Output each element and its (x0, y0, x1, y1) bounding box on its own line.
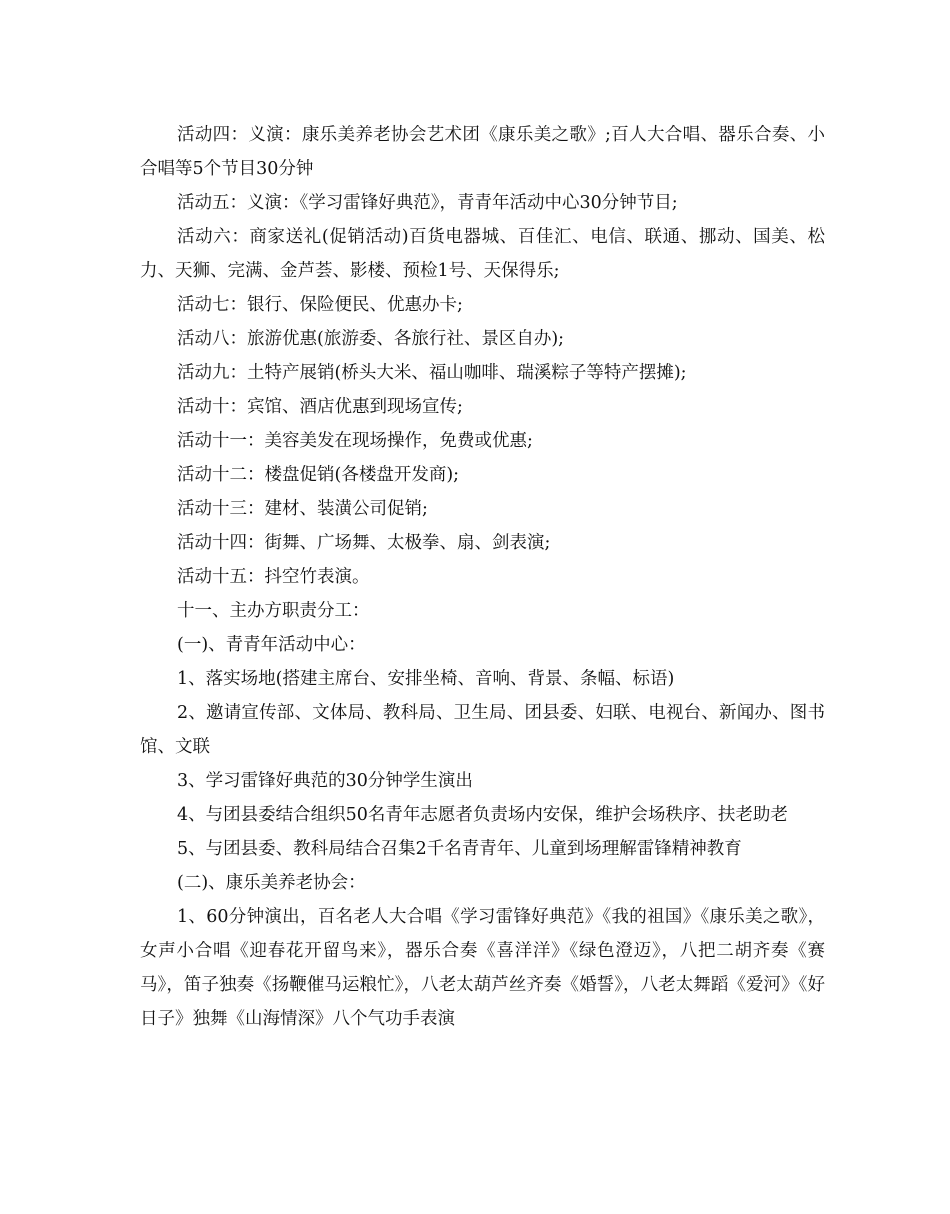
paragraph-activity-13: 活动十三：建材、装潢公司促销; (177, 499, 428, 519)
paragraph-activity-5: 活动五：义演：《学习雷锋好典范》，青青年活动中心30分钟节目; (177, 193, 678, 213)
list-item-youth-5: 5、与团县委、教科局结合召集2千名青青年、儿童到场理解雷锋精神教育 (177, 839, 742, 859)
list-item-elderly-1: 1、60分钟演出，百名老人大合唱《学习雷锋好典范》《我的祖国》《康乐美之歌》，女声小合唱《迎春花开留鸟来》，器乐合奏《喜洋洋》《绿色澄迈》，八把二胡齐奏《赛马》，笛子独奏《扬鞭催马运粮忙》，八老太葫芦丝齐奏《婚誓》，八老太舞蹈《爱河》《好日子》独舞《山海情深》八个气功手表演 (140, 907, 825, 1029)
paragraph-activity-6: 活动六：商家送礼(促销活动)百货电器城、百佳汇、电信、联通、挪动、国美、松力、天狮、完满、金芦荟、影楼、预检1号、天保得乐; (140, 227, 825, 281)
subsection-heading-youth-center: (一)、青青年活动中心： (177, 635, 366, 655)
paragraph-activity-15: 活动十五：抖空竹表演。 (177, 567, 370, 587)
list-item-youth-3: 3、学习雷锋好典范的30分钟学生演出 (177, 771, 473, 791)
list-item-youth-1: 1、落实场地(搭建主席台、安排坐椅、音响、背景、条幅、标语) (177, 669, 675, 689)
document-body (140, 118, 825, 1036)
section-heading-responsibilities: 十一、主办方职责分工： (177, 601, 370, 621)
paragraph-activity-11: 活动十一：美容美发在现场操作，免费或优惠; (177, 431, 533, 451)
paragraph-activity-14: 活动十四：街舞、广场舞、太极拳、扇、剑表演; (177, 533, 551, 553)
paragraph-activity-10: 活动十：宾馆、酒店优惠到现场宣传; (177, 397, 463, 417)
paragraph-activity-7: 活动七：银行、保险便民、优惠办卡; (177, 295, 463, 315)
paragraph-activity-8: 活动八：旅游优惠(旅游委、各旅行社、景区自办); (177, 329, 565, 349)
list-item-youth-2: 2、邀请宣传部、文体局、教科局、卫生局、团县委、妇联、电视台、新闻办、图书馆、文联 (140, 703, 825, 757)
paragraph-activity-12: 活动十二：楼盘促销(各楼盘开发商); (177, 465, 460, 485)
subsection-heading-elderly-association: (二)、康乐美养老协会： (177, 873, 366, 893)
list-item-youth-4: 4、与团县委结合组织50名青年志愿者负责场内安保，维护会场秩序、扶老助老 (177, 805, 788, 825)
paragraph-activity-4: 活动四：义演：康乐美养老协会艺术团《康乐美之歌》;百人大合唱、器乐合奏、小合唱等5个节目30分钟 (140, 125, 825, 179)
paragraph-activity-9: 活动九：土特产展销(桥头大米、福山咖啡、瑞溪粽子等特产摆摊); (177, 363, 687, 383)
